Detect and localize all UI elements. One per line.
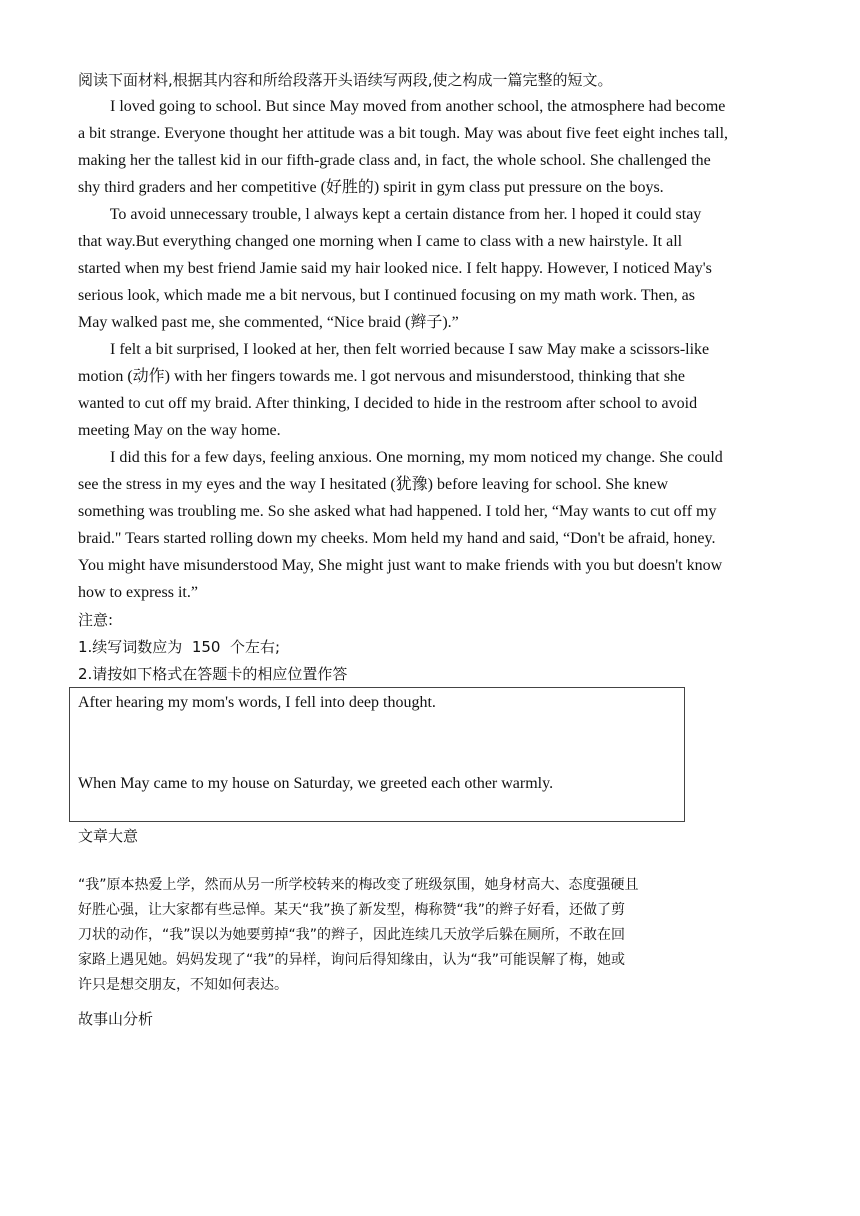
summary-line: 许只是想交朋友，不知如何表达。: [78, 977, 288, 993]
passage-line: that way.But everything changed one morning when I came to class with a new hairstyle. It all: [78, 233, 683, 250]
notes-heading: 注意:: [78, 611, 114, 629]
summary-line: 好胜心强，让大家都有些忌惮。某天“我”换了新发型，梅称赞“我”的辫子好看，还做了剪: [78, 902, 626, 918]
passage-line: You might have misunderstood May, She might just want to make friends with you but doesn't know: [78, 557, 723, 574]
passage-line: I did this for a few days, feeling anxious. One morning, my mom noticed my change. She could: [78, 449, 723, 466]
passage-line: see the stress in my eyes and the way I hesitated (犹豫) before leaving for school. She knew: [78, 476, 669, 493]
passage-line: To avoid unnecessary trouble, l always kept a certain distance from her. l hoped it could stay: [78, 206, 702, 223]
paragraph-one-opening: After hearing my mom's words, I fell into deep thought.: [78, 694, 436, 711]
passage-line: serious look, which made me a bit nervous, but I continued focusing on my math work. Then, as: [78, 287, 695, 304]
passage-line: I loved going to school. But since May moved from another school, the atmosphere had become: [78, 98, 726, 115]
answer-box: [69, 687, 685, 822]
passage-line: how to express it.”: [78, 584, 198, 601]
summary-line: “我”原本热爱上学，然而从另一所学校转来的梅改变了班级氛围，她身材高大、态度强硬且: [78, 877, 639, 893]
passage-line: May walked past me, she commented, “Nice braid (辫子).”: [78, 314, 459, 331]
passage-line: something was troubling me. So she asked what had happened. I told her, “May wants to cut off my: [78, 503, 717, 520]
passage-line: wanted to cut off my braid. After thinking, I decided to hide in the restroom after school to avoid: [78, 395, 698, 412]
passage-line: shy third graders and her competitive (好胜的) spirit in gym class put pressure on the boys.: [78, 179, 664, 196]
notes-item: 1.续写词数应为 150 个左右;: [78, 638, 281, 656]
story-analysis-heading: 故事山分析: [78, 1010, 154, 1028]
summary-line: 刀状的动作，“我”误以为她要剪掉“我”的辫子，因此连续几天放学后躲在厕所，不敢在回: [78, 927, 626, 943]
passage-line: I felt a bit surprised, I looked at her, then felt worried because I saw May make a scissors-like: [78, 341, 710, 358]
paragraph-two-opening: When May came to my house on Saturday, we greeted each other warmly.: [78, 775, 554, 792]
passage-line: motion (动作) with her fingers towards me. l got nervous and misunderstood, thinking that she: [78, 368, 686, 385]
notes-item: 2.请按如下格式在答题卡的相应位置作答: [78, 665, 348, 683]
instruction-text: 阅读下面材料,根据其内容和所给段落开头语续写两段,使之构成一篇完整的短文。: [78, 71, 613, 89]
passage-line: started when my best friend Jamie said my hair looked nice. I felt happy. However, I noticed May's: [78, 260, 712, 277]
passage-line: making her the tallest kid in our fifth-grade class and, in fact, the whole school. She challenged the: [78, 152, 711, 169]
summary-line: 家路上遇见她。妈妈发现了“我”的异样，询问后得知缘由，认为“我”可能误解了梅，她或: [78, 952, 626, 968]
passage-line: a bit strange. Everyone thought her attitude was a bit tough. May was about five feet eight inches tall,: [78, 125, 729, 142]
passage-line: meeting May on the way home.: [78, 422, 281, 439]
passage-line: braid." Tears started rolling down my cheeks. Mom held my hand and said, “Don't be afraid, honey.: [78, 530, 716, 547]
summary-heading: 文章大意: [78, 827, 139, 845]
